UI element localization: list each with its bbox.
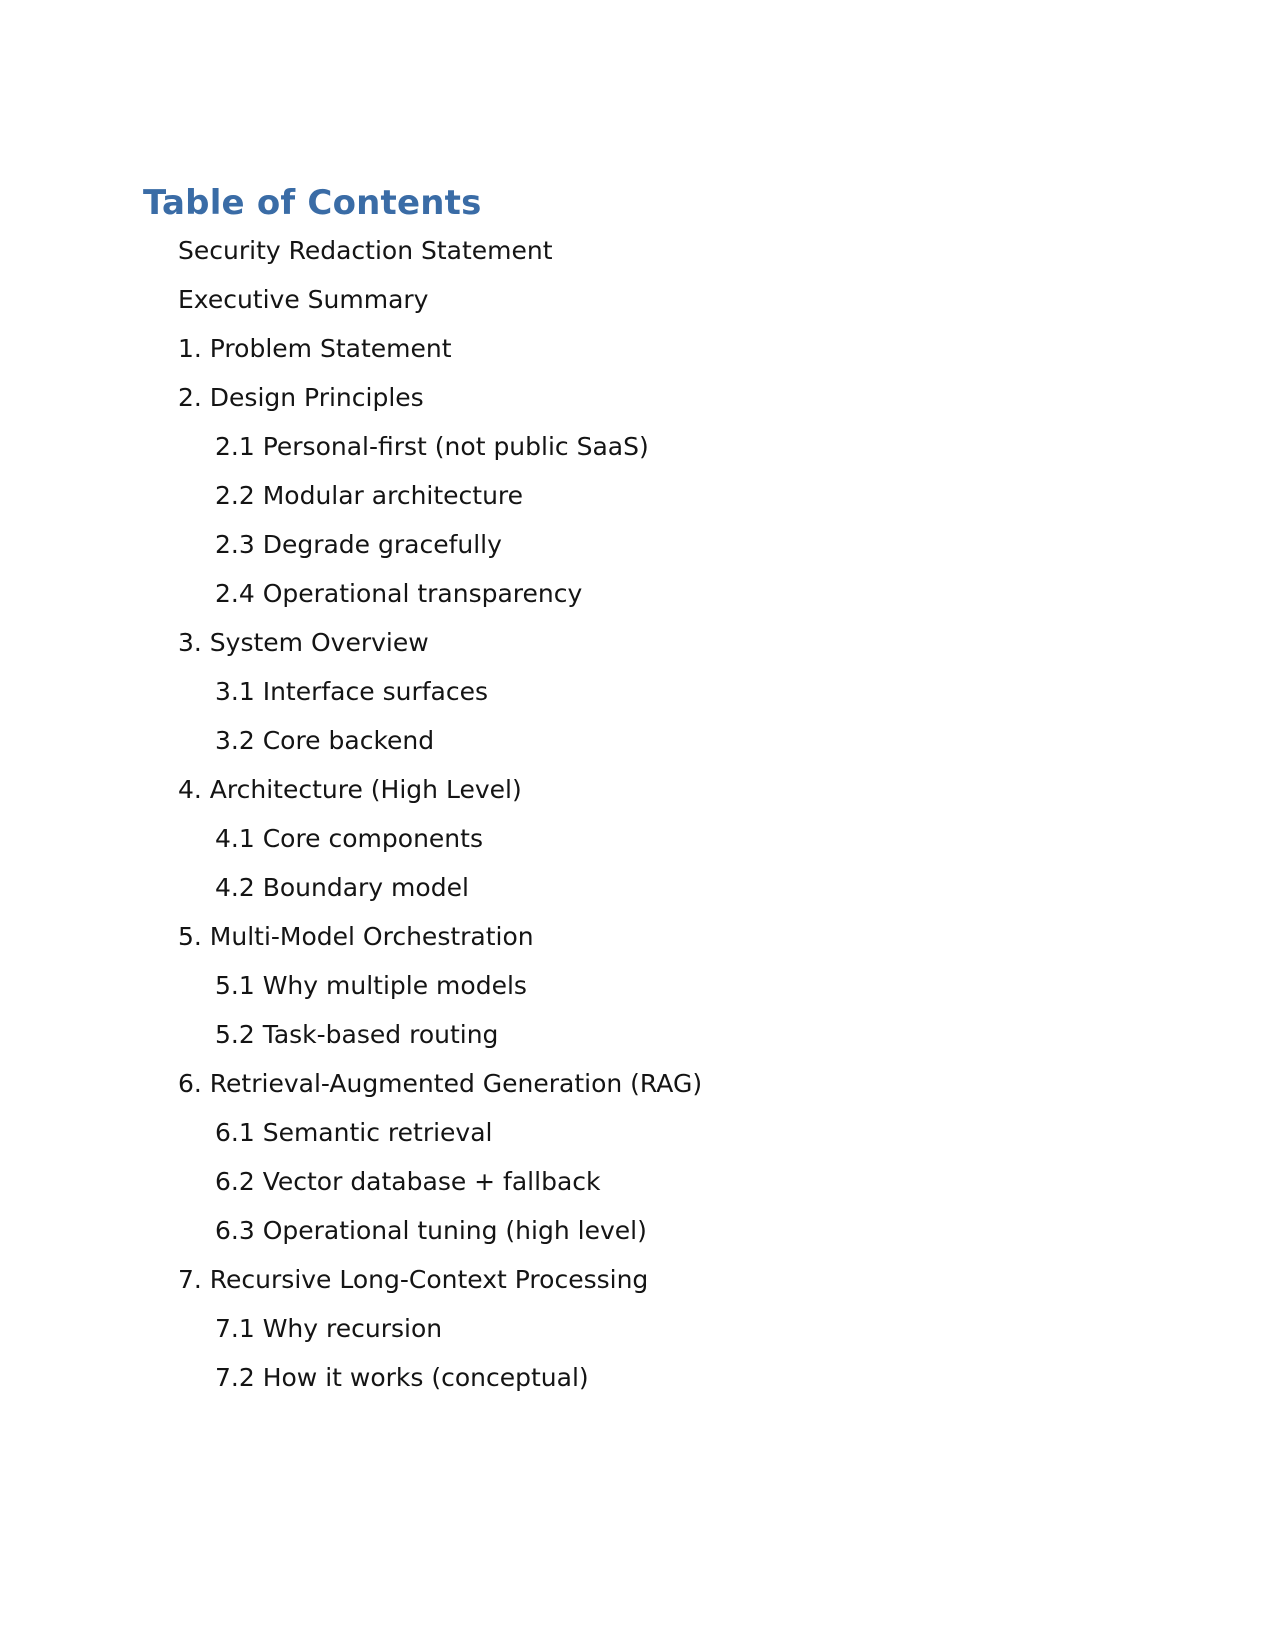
toc-entry: Executive Summary — [178, 284, 429, 314]
toc-entry: 2.2 Modular architecture — [215, 480, 524, 510]
toc-entry: 5.1 Why multiple models — [215, 970, 527, 1000]
toc-entry: 6.1 Semantic retrieval — [215, 1117, 493, 1147]
toc-entry: 2.4 Operational transparency — [215, 578, 583, 608]
toc-title: Table of Contents — [143, 183, 482, 223]
toc-entry: 3. System Overview — [178, 627, 429, 657]
toc-entry: 5. Multi-Model Orchestration — [178, 921, 534, 951]
toc-entry: 5.2 Task-based routing — [215, 1019, 499, 1049]
toc-entry: 7. Recursive Long-Context Processing — [178, 1264, 649, 1294]
toc-entry: 4.1 Core components — [215, 823, 483, 853]
toc-entry: 3.1 Interface surfaces — [215, 676, 488, 706]
toc-entry: 6.3 Operational tuning (high level) — [215, 1215, 647, 1245]
toc-entry: Security Redaction Statement — [178, 235, 553, 265]
toc-entry: 4.2 Boundary model — [215, 872, 469, 902]
toc-entry: 2.3 Degrade gracefully — [215, 529, 502, 559]
toc-entry: 2.1 Personal-first (not public SaaS) — [215, 431, 649, 461]
toc-entry: 1. Problem Statement — [178, 333, 452, 363]
toc-entry: 3.2 Core backend — [215, 725, 435, 755]
toc-entry: 4. Architecture (High Level) — [178, 774, 522, 804]
toc-entry: 7.2 How it works (conceptual) — [215, 1362, 589, 1392]
toc-list — [143, 236, 1195, 1392]
toc-entry: 6.2 Vector database + fallback — [215, 1166, 601, 1196]
toc-entry: 2. Design Principles — [178, 382, 424, 412]
toc-entry: 7.1 Why recursion — [215, 1313, 443, 1343]
toc-entry: 6. Retrieval-Augmented Generation (RAG) — [178, 1068, 703, 1098]
